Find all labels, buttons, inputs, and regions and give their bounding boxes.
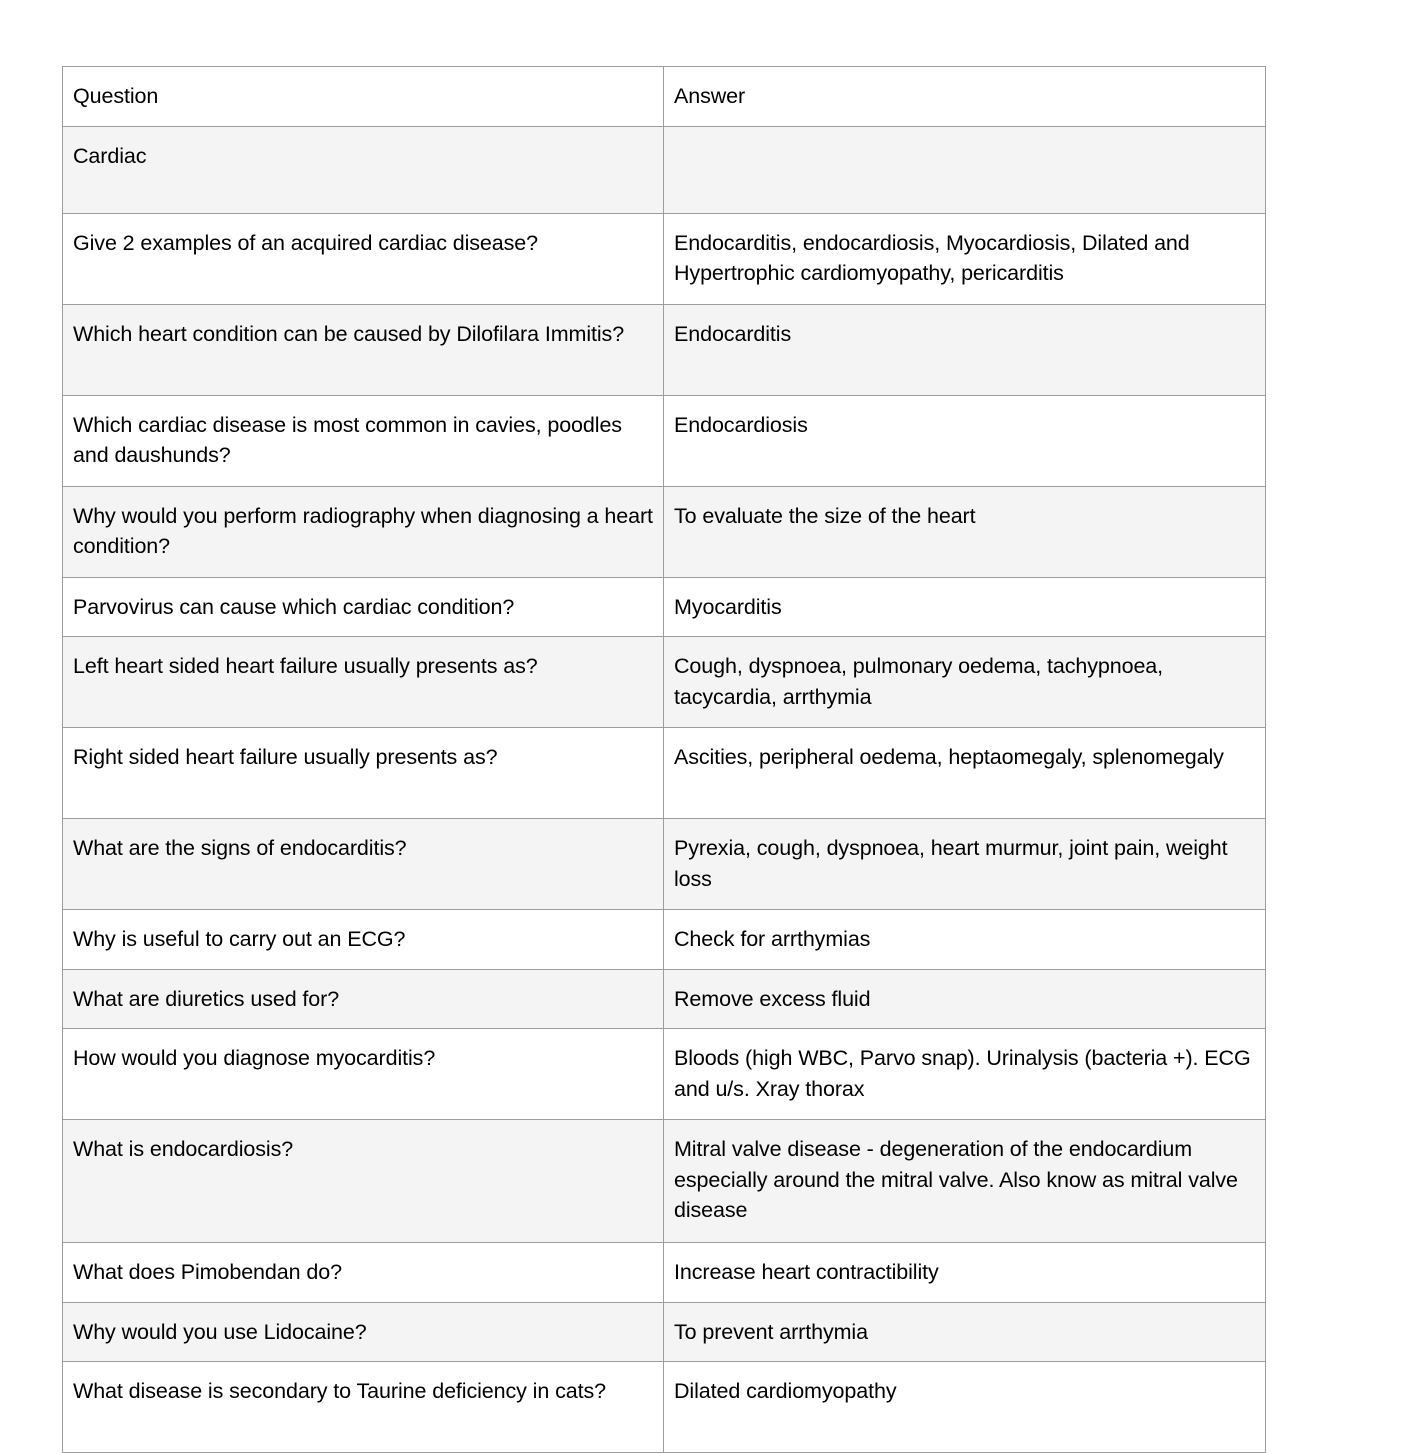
table-row <box>63 213 1266 304</box>
cell-answer: Pyrexia, cough, dyspnoea, heart murmur, joint pain, weight loss <box>664 819 1266 910</box>
table-row <box>63 637 1266 728</box>
cell-question: Give 2 examples of an acquired cardiac disease? <box>63 213 664 304</box>
cell-question: What are diuretics used for? <box>63 969 664 1029</box>
cell-question: Why would you use Lidocaine? <box>63 1302 664 1362</box>
cell-answer: Endocardiosis <box>664 395 1266 486</box>
table-header-row <box>63 67 1266 127</box>
cell-answer: Bloods (high WBC, Parvo snap). Urinalysis (bacteria +). ECG and u/s. Xray thorax <box>664 1029 1266 1120</box>
cell-answer: Endocarditis <box>664 304 1266 395</box>
cell-question: How would you diagnose myocarditis? <box>63 1029 664 1120</box>
table-row <box>63 1120 1266 1243</box>
cell-question: Which heart condition can be caused by Dilofilara Immitis? <box>63 304 664 395</box>
table-row <box>63 910 1266 970</box>
table-row <box>63 577 1266 637</box>
cell-question: What disease is secondary to Taurine deficiency in cats? <box>63 1362 664 1453</box>
cell-answer: Increase heart contractibility <box>664 1243 1266 1303</box>
cell-answer: To evaluate the size of the heart <box>664 486 1266 577</box>
table-row <box>63 1362 1266 1453</box>
cell-answer: Mitral valve disease - degeneration of the endocardium especially around the mitral valve. Also know as mitral valve disease <box>664 1120 1266 1243</box>
question-answer-table <box>62 66 1266 1453</box>
cell-question: Left heart sided heart failure usually presents as? <box>63 637 664 728</box>
cell-question: Parvovirus can cause which cardiac condition? <box>63 577 664 637</box>
column-header-question: Question <box>63 67 664 127</box>
cell-question: Why is useful to carry out an ECG? <box>63 910 664 970</box>
cell-answer: To prevent arrthymia <box>664 1302 1266 1362</box>
cell-question: Why would you perform radiography when diagnosing a heart condition? <box>63 486 664 577</box>
table-header <box>63 67 1266 127</box>
cell-question: Right sided heart failure usually presents as? <box>63 728 664 819</box>
table-row <box>63 1302 1266 1362</box>
table-row <box>63 819 1266 910</box>
cell-question: Which cardiac disease is most common in cavies, poodles and daushunds? <box>63 395 664 486</box>
table-row <box>63 1243 1266 1303</box>
cell-question: What is endocardiosis? <box>63 1120 664 1243</box>
cell-question: What are the signs of endocarditis? <box>63 819 664 910</box>
cell-answer: Cough, dyspnoea, pulmonary oedema, tachypnoea, tacycardia, arrthymia <box>664 637 1266 728</box>
column-header-answer: Answer <box>664 67 1266 127</box>
cell-question: What does Pimobendan do? <box>63 1243 664 1303</box>
table-row <box>63 486 1266 577</box>
table-row <box>63 395 1266 486</box>
cell-question: Cardiac <box>63 126 664 213</box>
cell-answer: Myocarditis <box>664 577 1266 637</box>
table-row <box>63 728 1266 819</box>
cell-answer: Dilated cardiomyopathy <box>664 1362 1266 1453</box>
table-row <box>63 1029 1266 1120</box>
table-row <box>63 304 1266 395</box>
table-row <box>63 969 1266 1029</box>
table-row <box>63 126 1266 213</box>
cell-answer <box>664 126 1266 213</box>
cell-answer: Check for arrthymias <box>664 910 1266 970</box>
cell-answer: Endocarditis, endocardiosis, Myocardiosis, Dilated and Hypertrophic cardiomyopathy, pericarditis <box>664 213 1266 304</box>
cell-answer: Ascities, peripheral oedema, heptaomegaly, splenomegaly <box>664 728 1266 819</box>
table-body <box>63 126 1266 1453</box>
cell-answer: Remove excess fluid <box>664 969 1266 1029</box>
